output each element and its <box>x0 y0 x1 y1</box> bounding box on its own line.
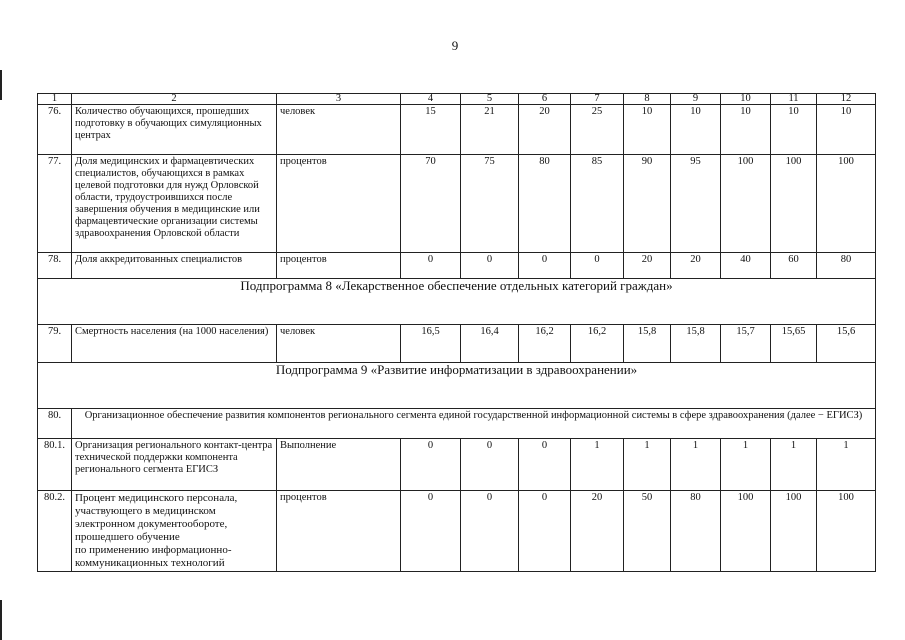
subprogram-row <box>38 363 876 409</box>
unit-cell: процентов <box>277 253 401 279</box>
page-number: 9 <box>451 38 459 53</box>
value-cell: 0 <box>519 439 571 491</box>
value-cell: 20 <box>571 491 624 572</box>
header-cell: 6 <box>519 94 571 105</box>
table-row <box>38 491 876 572</box>
value-cell: 16,2 <box>519 325 571 363</box>
header-cell: 4 <box>401 94 461 105</box>
value-cell: 50 <box>624 491 671 572</box>
unit-cell: процентов <box>277 155 401 253</box>
header-cell: 8 <box>624 94 671 105</box>
header-cell: 7 <box>571 94 624 105</box>
column-number-row <box>38 94 876 105</box>
indicator-name: Доля медицинских и фармацевтических специалистов, обучающихся в рамках целевой подготовки для нужд Орловской области, трудоустроившихся после завершения обучения в медицинские или фармацевтические организации системы здравоохранения Орловской области <box>72 155 277 253</box>
unit-cell: человек <box>277 105 401 155</box>
value-cell: 100 <box>721 155 771 253</box>
row-number: 80. <box>38 409 72 439</box>
value-cell: 1 <box>671 439 721 491</box>
value-cell: 40 <box>721 253 771 279</box>
value-cell: 10 <box>671 105 721 155</box>
header-cell: 10 <box>721 94 771 105</box>
table-row <box>38 325 876 363</box>
table-row <box>38 439 876 491</box>
value-cell: 0 <box>519 253 571 279</box>
table-row <box>38 253 876 279</box>
indicator-name-line: Процент медицинского персонала, <box>75 492 238 504</box>
row-number: 80.1. <box>38 439 72 491</box>
value-cell: 0 <box>519 491 571 572</box>
row-number: 80.2. <box>38 491 72 572</box>
value-cell: 0 <box>571 253 624 279</box>
value-cell: 100 <box>721 491 771 572</box>
value-cell: 70 <box>401 155 461 253</box>
value-cell: 10 <box>817 105 876 155</box>
value-cell: 1 <box>721 439 771 491</box>
unit-cell: человек <box>277 325 401 363</box>
value-cell: 25 <box>571 105 624 155</box>
value-cell: 1 <box>817 439 876 491</box>
value-cell: 0 <box>461 491 519 572</box>
value-cell: 1 <box>771 439 817 491</box>
value-cell: 100 <box>771 155 817 253</box>
subprogram-8-title: Подпрограмма 8 «Лекарственное обеспечение отдельных категорий граждан» <box>38 279 876 325</box>
value-cell: 80 <box>519 155 571 253</box>
header-cell: 9 <box>671 94 721 105</box>
header-cell: 12 <box>817 94 876 105</box>
header-cell: 11 <box>771 94 817 105</box>
value-cell: 21 <box>461 105 519 155</box>
row-number: 76. <box>38 105 72 155</box>
header-cell: 5 <box>461 94 519 105</box>
indicator-name: Организация регионального контакт-центра технической поддержки компонента регионального сегмента ЕГИСЗ <box>72 439 277 491</box>
value-cell: 0 <box>461 439 519 491</box>
value-cell: 60 <box>771 253 817 279</box>
value-cell: 0 <box>401 491 461 572</box>
value-cell: 15,65 <box>771 325 817 363</box>
value-cell: 85 <box>571 155 624 253</box>
value-cell: 1 <box>624 439 671 491</box>
indicator-name-line: участвующего в медицинском <box>75 505 216 517</box>
value-cell: 80 <box>817 253 876 279</box>
table-row <box>38 105 876 155</box>
table-row <box>38 409 876 439</box>
value-cell: 16,2 <box>571 325 624 363</box>
indicator-name-line: коммуникационных технологий <box>75 557 225 569</box>
value-cell: 80 <box>671 491 721 572</box>
value-cell: 0 <box>401 439 461 491</box>
indicator-name-line: по применению информационно- <box>75 544 232 556</box>
header-cell: 3 <box>277 94 401 105</box>
row-number: 77. <box>38 155 72 253</box>
value-cell: 75 <box>461 155 519 253</box>
scan-edge-mark <box>0 600 2 640</box>
task-description: Организационное обеспечение развития компонентов регионального сегмента единой государственной информационной системы в сфере здравоохранения (далее − ЕГИСЗ) <box>72 409 876 439</box>
row-number: 78. <box>38 253 72 279</box>
value-cell: 16,5 <box>401 325 461 363</box>
value-cell: 90 <box>624 155 671 253</box>
value-cell: 100 <box>817 155 876 253</box>
indicator-name-line: прошедшего обучение <box>75 531 180 543</box>
table-row <box>38 155 876 253</box>
value-cell: 15 <box>401 105 461 155</box>
value-cell: 15,8 <box>671 325 721 363</box>
subprogram-row <box>38 279 876 325</box>
header-cell: 1 <box>38 94 72 105</box>
value-cell: 15,8 <box>624 325 671 363</box>
indicator-name <box>72 491 277 572</box>
value-cell: 95 <box>671 155 721 253</box>
indicator-name: Смертность населения (на 1000 населения) <box>72 325 277 363</box>
value-cell: 100 <box>771 491 817 572</box>
value-cell: 15,6 <box>817 325 876 363</box>
value-cell: 1 <box>571 439 624 491</box>
indicator-name: Доля аккредитованных специалистов <box>72 253 277 279</box>
value-cell: 10 <box>721 105 771 155</box>
unit-cell: процентов <box>277 491 401 572</box>
subprogram-9-title: Подпрограмма 9 «Развитие информатизации в здравоохранении» <box>38 363 876 409</box>
indicator-name-line: электронном документообороте, <box>75 518 228 530</box>
value-cell: 0 <box>401 253 461 279</box>
value-cell: 20 <box>519 105 571 155</box>
value-cell: 10 <box>624 105 671 155</box>
value-cell: 20 <box>671 253 721 279</box>
scan-edge-mark <box>0 70 2 100</box>
row-number: 79. <box>38 325 72 363</box>
header-cell: 2 <box>72 94 277 105</box>
value-cell: 0 <box>461 253 519 279</box>
value-cell: 20 <box>624 253 671 279</box>
unit-cell: Выполнение <box>277 439 401 491</box>
indicator-name: Количество обучающихся, прошедших подготовку в обучающих симуляционных центрах <box>72 105 277 155</box>
value-cell: 10 <box>771 105 817 155</box>
value-cell: 16,4 <box>461 325 519 363</box>
value-cell: 15,7 <box>721 325 771 363</box>
indicators-table <box>37 93 876 572</box>
value-cell: 100 <box>817 491 876 572</box>
